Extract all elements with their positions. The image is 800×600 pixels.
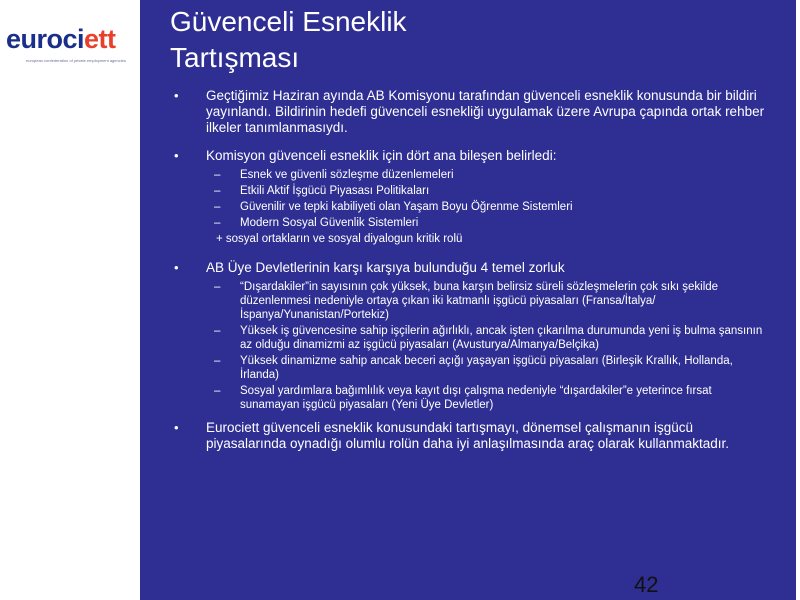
sub-bullet-marker: –: [214, 185, 221, 197]
sub-bullet-marker: –: [214, 385, 221, 397]
bullet-marker: •: [174, 420, 179, 435]
right-margin: [796, 0, 800, 600]
bullet-item: [170, 148, 770, 164]
slide-title-line-1: Güvenceli Esneklik: [170, 6, 407, 37]
logo-text-accent: ett: [84, 24, 116, 54]
sub-bullet-item: [170, 384, 770, 412]
sub-bullet-item: [170, 168, 770, 182]
bullet-text: Geçtiğimiz Haziran ayında AB Komisyonu tarafından güvenceli esneklik konusunda bir bildiri yayınlandı. Bildirinin hedefi güvenceli esnekliği uygulamak üzere Avrupa çapında ortak rehber ilkeler tanımlanmasıydı.: [206, 88, 765, 135]
bullet-item: [170, 88, 770, 136]
sub-bullet-text: Yüksek iş güvencesine sahip işçilerin ağırlıklı, ancak işten çıkarılma durumunda yeni iş bulma şansının az olduğu dinamizmi az işgücü piyasaları (Avusturya/Almanya/Belçika): [240, 325, 763, 351]
sub-bullet-text: “Dışardakiler”in sayısının çok yüksek, buna karşın belirsiz süreli sözleşmelerin çok sıkı şekilde düzenlenmesi nedeniyle ortaya çıkan iki katmanlı işgücü piyasaları (Fransa/İtalya/İspanya/Yunanistan/Portekiz): [240, 281, 719, 321]
sub-bullet-marker: –: [214, 169, 221, 181]
bullet-marker: •: [174, 260, 179, 275]
sub-bullet-text: Etkili Aktif İşgücü Piyasası Politikaları: [240, 185, 430, 197]
sub-bullet-marker: –: [214, 281, 221, 293]
sub-bullet-item: [170, 280, 770, 322]
sub-bullet-marker: –: [214, 355, 221, 367]
sub-bullet-marker: –: [214, 201, 221, 213]
sub-bullet-text: Modern Sosyal Güvenlik Sistemleri: [240, 217, 419, 229]
logo-sidebar: [0, 0, 140, 600]
bullet-item: [170, 260, 770, 276]
bullet-text: Komisyon güvenceli esneklik için dört ana bileşen belirledi:: [206, 148, 557, 163]
bullet-note: + sosyal ortakların ve sosyal diyalogun kritik rolü: [216, 233, 463, 245]
sub-bullet-item: [170, 216, 770, 230]
bullet-marker: •: [174, 148, 179, 163]
bullet-marker: •: [174, 88, 179, 103]
bullet-text: Eurociett güvenceli esneklik konusundaki tartışmayı, dönemsel çalışmanın işgücü piyasalarında oynadığı olumlu rolün daha iyi anlaşılmasında araç olarak kullanmaktadır.: [206, 420, 730, 451]
logo-text-main: euroci: [6, 24, 85, 54]
sub-bullet-item: [170, 184, 770, 198]
logo-tagline: european confederation of private employment agencies: [26, 58, 126, 63]
sub-bullet-text: Esnek ve güvenli sözleşme düzenlemeleri: [240, 169, 454, 181]
sub-bullet-item: [170, 324, 770, 352]
sub-bullet-item: [170, 200, 770, 214]
slide-panel: [140, 0, 796, 600]
sub-bullet-text: Yüksek dinamizme sahip ancak beceri açığı yaşayan işgücü piyasaları (Birleşik Krallık, Hollanda, İrlanda): [240, 355, 733, 381]
sub-bullet-item: [170, 354, 770, 382]
slide-title: [170, 4, 407, 76]
slide-title-line-2: Tartışması: [170, 42, 300, 73]
sub-bullet-text: Güvenilir ve tepki kabiliyeti olan Yaşam Boyu Öğrenme Sistemleri: [240, 201, 573, 213]
logo-wordmark: [6, 22, 116, 56]
bullet-item: [170, 420, 770, 452]
bullet-text: AB Üye Devletlerinin karşı karşıya bulunduğu 4 temel zorluk: [206, 260, 565, 275]
page-number: 42: [634, 572, 659, 597]
eurociett-logo: [6, 22, 136, 66]
sub-bullet-text: Sosyal yardımlara bağımlılık veya kayıt dışı çalışma nedeniyle “dışardakiler”e yeterince fırsat sunamayan işgücü piyasaları (Yeni Üye Devletler): [240, 385, 712, 411]
sub-bullet-marker: –: [214, 325, 221, 337]
sub-bullet-marker: –: [214, 217, 221, 229]
slide-body: [170, 88, 770, 456]
